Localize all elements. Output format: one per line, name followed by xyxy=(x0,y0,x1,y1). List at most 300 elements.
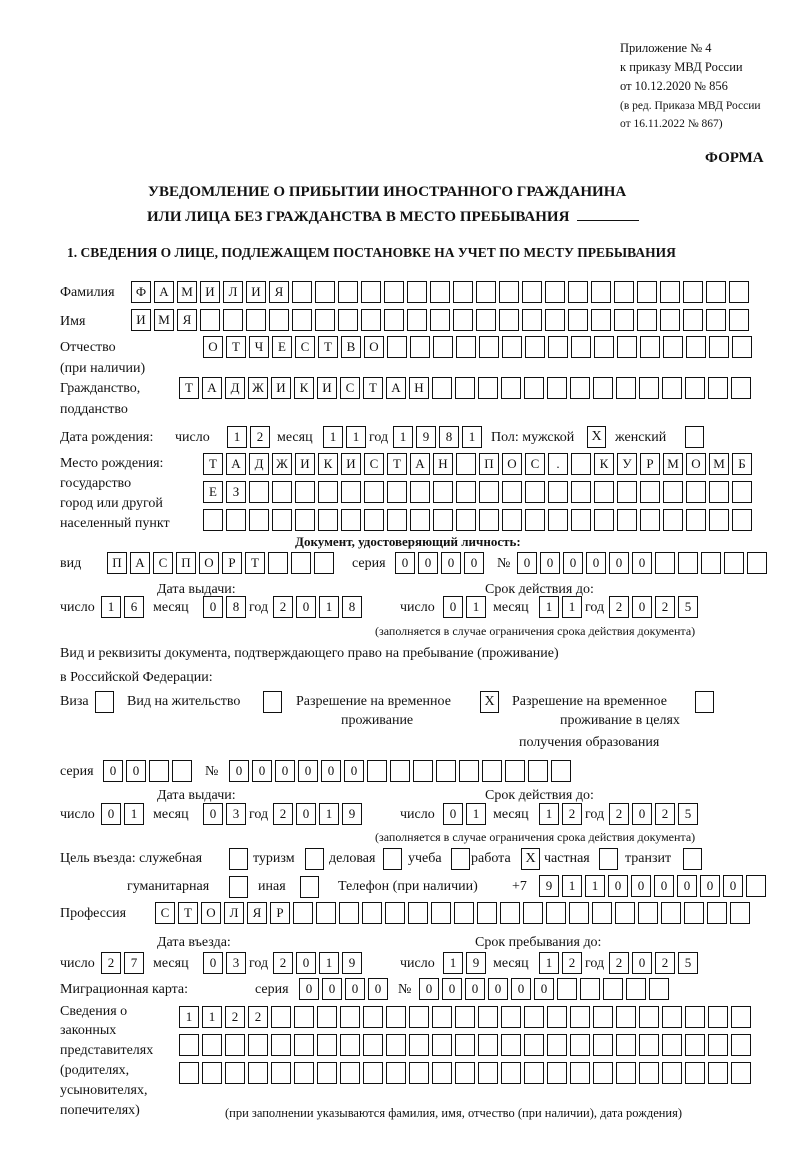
char-box[interactable] xyxy=(570,377,590,399)
char-box[interactable] xyxy=(246,309,266,331)
char-box[interactable]: А xyxy=(202,377,222,399)
char-box[interactable] xyxy=(478,1062,498,1084)
char-box[interactable]: 1 xyxy=(466,596,486,618)
char-box[interactable] xyxy=(546,902,566,924)
char-box[interactable] xyxy=(525,336,545,358)
char-box[interactable]: Т xyxy=(179,377,199,399)
char-box[interactable]: 1 xyxy=(539,952,559,974)
char-box[interactable]: Т xyxy=(226,336,246,358)
char-box[interactable] xyxy=(616,1034,636,1056)
char-box[interactable]: 1 xyxy=(319,596,339,618)
char-box[interactable]: 2 xyxy=(273,952,293,974)
char-box[interactable] xyxy=(455,1062,475,1084)
char-box[interactable] xyxy=(637,281,657,303)
char-box[interactable]: 0 xyxy=(101,803,121,825)
char-box[interactable] xyxy=(476,281,496,303)
char-box[interactable] xyxy=(317,1006,337,1028)
char-box[interactable] xyxy=(502,481,522,503)
char-box[interactable]: С xyxy=(295,336,315,358)
char-box[interactable] xyxy=(271,1062,291,1084)
char-box[interactable] xyxy=(386,1062,406,1084)
char-box[interactable]: 0 xyxy=(465,978,485,1000)
char-box[interactable]: 0 xyxy=(609,552,629,574)
char-box[interactable]: Н xyxy=(409,377,429,399)
char-box[interactable]: 1 xyxy=(443,952,463,974)
char-box[interactable] xyxy=(479,336,499,358)
char-box[interactable] xyxy=(639,1034,659,1056)
char-box[interactable] xyxy=(545,309,565,331)
char-box[interactable]: 5 xyxy=(678,803,698,825)
char-box[interactable]: И xyxy=(200,281,220,303)
char-box[interactable]: 2 xyxy=(225,1006,245,1028)
sex-male-checkbox[interactable]: X xyxy=(587,426,606,448)
char-box[interactable] xyxy=(363,1062,383,1084)
char-box[interactable] xyxy=(570,1034,590,1056)
char-box[interactable] xyxy=(499,309,519,331)
char-box[interactable]: З xyxy=(226,481,246,503)
char-box[interactable]: Я xyxy=(269,281,289,303)
char-box[interactable] xyxy=(731,377,751,399)
char-box[interactable] xyxy=(686,336,706,358)
char-box[interactable] xyxy=(637,309,657,331)
char-box[interactable] xyxy=(410,509,430,531)
char-box[interactable] xyxy=(662,1034,682,1056)
char-box[interactable]: 8 xyxy=(226,596,246,618)
char-box[interactable] xyxy=(364,509,384,531)
char-box[interactable]: 0 xyxy=(203,803,223,825)
char-box[interactable] xyxy=(706,281,726,303)
char-box[interactable] xyxy=(545,281,565,303)
char-box[interactable] xyxy=(478,377,498,399)
char-box[interactable] xyxy=(479,509,499,531)
char-box[interactable] xyxy=(433,481,453,503)
char-box[interactable] xyxy=(729,309,749,331)
char-box[interactable]: О xyxy=(502,453,522,475)
char-box[interactable] xyxy=(225,1062,245,1084)
char-box[interactable] xyxy=(594,481,614,503)
char-box[interactable] xyxy=(291,552,311,574)
char-box[interactable]: О xyxy=(364,336,384,358)
char-box[interactable]: 0 xyxy=(723,875,743,897)
char-box[interactable]: 1 xyxy=(101,596,121,618)
char-box[interactable]: 9 xyxy=(342,952,362,974)
char-box[interactable] xyxy=(593,1006,613,1028)
char-box[interactable]: С xyxy=(153,552,173,574)
char-box[interactable] xyxy=(433,336,453,358)
char-box[interactable] xyxy=(548,336,568,358)
char-box[interactable] xyxy=(684,902,704,924)
char-box[interactable]: М xyxy=(709,453,729,475)
char-box[interactable]: 0 xyxy=(298,760,318,782)
char-box[interactable] xyxy=(409,1062,429,1084)
char-box[interactable] xyxy=(385,902,405,924)
purpose-humanitarian-checkbox[interactable] xyxy=(229,876,248,898)
char-box[interactable] xyxy=(708,1034,728,1056)
char-box[interactable]: 0 xyxy=(632,803,652,825)
char-box[interactable]: 0 xyxy=(203,596,223,618)
char-box[interactable]: 0 xyxy=(511,978,531,1000)
char-box[interactable]: 2 xyxy=(609,803,629,825)
char-box[interactable] xyxy=(616,377,636,399)
char-box[interactable] xyxy=(479,481,499,503)
char-box[interactable] xyxy=(571,453,591,475)
char-box[interactable]: 1 xyxy=(539,803,559,825)
char-box[interactable] xyxy=(616,1062,636,1084)
char-box[interactable] xyxy=(390,760,410,782)
char-box[interactable]: 1 xyxy=(539,596,559,618)
char-box[interactable]: 0 xyxy=(229,760,249,782)
char-box[interactable] xyxy=(571,509,591,531)
char-box[interactable] xyxy=(701,552,721,574)
char-box[interactable] xyxy=(617,336,637,358)
char-box[interactable]: 1 xyxy=(562,596,582,618)
char-box[interactable] xyxy=(432,1034,452,1056)
char-box[interactable]: Ж xyxy=(248,377,268,399)
char-box[interactable]: 0 xyxy=(296,596,316,618)
char-box[interactable]: 1 xyxy=(393,426,413,448)
char-box[interactable] xyxy=(522,309,542,331)
char-box[interactable] xyxy=(639,377,659,399)
char-box[interactable] xyxy=(570,1062,590,1084)
char-box[interactable] xyxy=(568,309,588,331)
char-box[interactable] xyxy=(502,336,522,358)
char-box[interactable] xyxy=(685,1062,705,1084)
char-box[interactable]: А xyxy=(130,552,150,574)
char-box[interactable] xyxy=(476,309,496,331)
char-box[interactable] xyxy=(724,552,744,574)
char-box[interactable]: 0 xyxy=(631,875,651,897)
char-box[interactable] xyxy=(707,902,727,924)
char-box[interactable] xyxy=(454,902,474,924)
char-box[interactable]: С xyxy=(525,453,545,475)
char-box[interactable] xyxy=(685,377,705,399)
char-box[interactable] xyxy=(410,336,430,358)
char-box[interactable] xyxy=(580,978,600,1000)
char-box[interactable] xyxy=(387,481,407,503)
char-box[interactable]: 2 xyxy=(248,1006,268,1028)
char-box[interactable] xyxy=(505,760,525,782)
char-box[interactable]: С xyxy=(340,377,360,399)
char-box[interactable] xyxy=(149,760,169,782)
char-box[interactable] xyxy=(248,1062,268,1084)
char-box[interactable] xyxy=(318,481,338,503)
char-box[interactable]: 1 xyxy=(227,426,247,448)
char-box[interactable] xyxy=(456,336,476,358)
char-box[interactable]: И xyxy=(131,309,151,331)
char-box[interactable] xyxy=(413,760,433,782)
char-box[interactable] xyxy=(269,309,289,331)
char-box[interactable] xyxy=(363,1034,383,1056)
char-box[interactable] xyxy=(547,377,567,399)
char-box[interactable]: 0 xyxy=(299,978,319,1000)
char-box[interactable]: М xyxy=(177,281,197,303)
char-box[interactable]: 1 xyxy=(585,875,605,897)
char-box[interactable]: 0 xyxy=(345,978,365,1000)
char-box[interactable] xyxy=(386,1006,406,1028)
char-box[interactable]: П xyxy=(176,552,196,574)
char-box[interactable]: Н xyxy=(433,453,453,475)
char-box[interactable]: Р xyxy=(270,902,290,924)
char-box[interactable]: 2 xyxy=(655,952,675,974)
char-box[interactable] xyxy=(570,1006,590,1028)
char-box[interactable]: 0 xyxy=(275,760,295,782)
char-box[interactable] xyxy=(525,509,545,531)
char-box[interactable] xyxy=(272,481,292,503)
char-box[interactable] xyxy=(501,1062,521,1084)
char-box[interactable] xyxy=(747,552,767,574)
char-box[interactable] xyxy=(200,309,220,331)
char-box[interactable] xyxy=(172,760,192,782)
char-box[interactable]: У xyxy=(617,453,637,475)
char-box[interactable] xyxy=(614,281,634,303)
char-box[interactable]: 0 xyxy=(464,552,484,574)
char-box[interactable] xyxy=(293,902,313,924)
char-box[interactable]: Е xyxy=(272,336,292,358)
char-box[interactable] xyxy=(686,481,706,503)
char-box[interactable]: 1 xyxy=(462,426,482,448)
char-box[interactable] xyxy=(663,509,683,531)
char-box[interactable] xyxy=(477,902,497,924)
char-box[interactable]: 0 xyxy=(321,760,341,782)
char-box[interactable] xyxy=(478,1006,498,1028)
char-box[interactable]: 1 xyxy=(466,803,486,825)
char-box[interactable]: И xyxy=(341,453,361,475)
char-box[interactable] xyxy=(315,309,335,331)
char-box[interactable] xyxy=(179,1034,199,1056)
char-box[interactable]: 0 xyxy=(534,978,554,1000)
char-box[interactable]: 0 xyxy=(540,552,560,574)
char-box[interactable]: К xyxy=(318,453,338,475)
char-box[interactable] xyxy=(638,902,658,924)
char-box[interactable]: 2 xyxy=(655,596,675,618)
char-box[interactable] xyxy=(410,481,430,503)
char-box[interactable]: 0 xyxy=(252,760,272,782)
char-box[interactable] xyxy=(683,309,703,331)
sex-female-checkbox[interactable] xyxy=(685,426,704,448)
char-box[interactable]: 0 xyxy=(418,552,438,574)
char-box[interactable] xyxy=(455,1034,475,1056)
char-box[interactable] xyxy=(678,552,698,574)
char-box[interactable] xyxy=(407,281,427,303)
purpose-other-checkbox[interactable] xyxy=(300,876,319,898)
char-box[interactable] xyxy=(706,309,726,331)
char-box[interactable] xyxy=(500,902,520,924)
char-box[interactable] xyxy=(640,481,660,503)
char-box[interactable]: О xyxy=(203,336,223,358)
char-box[interactable] xyxy=(614,309,634,331)
char-box[interactable] xyxy=(593,1034,613,1056)
char-box[interactable]: А xyxy=(226,453,246,475)
char-box[interactable]: 0 xyxy=(654,875,674,897)
char-box[interactable]: Т xyxy=(318,336,338,358)
char-box[interactable]: Т xyxy=(363,377,383,399)
char-box[interactable]: Ч xyxy=(249,336,269,358)
char-box[interactable] xyxy=(384,309,404,331)
char-box[interactable] xyxy=(626,978,646,1000)
char-box[interactable]: 0 xyxy=(632,952,652,974)
char-box[interactable]: 2 xyxy=(562,952,582,974)
char-box[interactable] xyxy=(364,481,384,503)
char-box[interactable] xyxy=(732,509,752,531)
char-box[interactable] xyxy=(203,509,223,531)
char-box[interactable]: Б xyxy=(732,453,752,475)
char-box[interactable] xyxy=(338,309,358,331)
char-box[interactable]: 2 xyxy=(609,952,629,974)
char-box[interactable] xyxy=(294,1034,314,1056)
char-box[interactable] xyxy=(547,1062,567,1084)
char-box[interactable] xyxy=(409,1034,429,1056)
char-box[interactable]: А xyxy=(410,453,430,475)
purpose-service-checkbox[interactable] xyxy=(229,848,248,870)
char-box[interactable] xyxy=(731,1006,751,1028)
char-box[interactable]: Л xyxy=(223,281,243,303)
char-box[interactable]: 1 xyxy=(202,1006,222,1028)
char-box[interactable] xyxy=(432,1006,452,1028)
char-box[interactable] xyxy=(501,377,521,399)
char-box[interactable] xyxy=(225,1034,245,1056)
char-box[interactable] xyxy=(432,377,452,399)
char-box[interactable]: 6 xyxy=(124,596,144,618)
char-box[interactable] xyxy=(731,1034,751,1056)
char-box[interactable] xyxy=(732,481,752,503)
char-box[interactable]: 8 xyxy=(439,426,459,448)
char-box[interactable]: 0 xyxy=(395,552,415,574)
char-box[interactable] xyxy=(292,281,312,303)
char-box[interactable] xyxy=(746,875,766,897)
char-box[interactable] xyxy=(408,902,428,924)
char-box[interactable] xyxy=(708,1006,728,1028)
char-box[interactable]: В xyxy=(341,336,361,358)
char-box[interactable] xyxy=(522,281,542,303)
char-box[interactable]: 1 xyxy=(319,952,339,974)
char-box[interactable] xyxy=(226,509,246,531)
char-box[interactable] xyxy=(317,1062,337,1084)
char-box[interactable] xyxy=(407,309,427,331)
char-box[interactable] xyxy=(362,902,382,924)
char-box[interactable] xyxy=(593,377,613,399)
char-box[interactable] xyxy=(591,281,611,303)
char-box[interactable]: О xyxy=(199,552,219,574)
char-box[interactable] xyxy=(640,509,660,531)
char-box[interactable] xyxy=(295,481,315,503)
char-box[interactable] xyxy=(594,336,614,358)
char-box[interactable]: 0 xyxy=(700,875,720,897)
char-box[interactable] xyxy=(547,1034,567,1056)
char-box[interactable] xyxy=(294,1006,314,1028)
char-box[interactable]: Д xyxy=(249,453,269,475)
char-box[interactable] xyxy=(367,760,387,782)
char-box[interactable]: 0 xyxy=(632,552,652,574)
char-box[interactable] xyxy=(502,509,522,531)
char-box[interactable] xyxy=(685,1006,705,1028)
char-box[interactable]: 0 xyxy=(203,952,223,974)
char-box[interactable]: 0 xyxy=(103,760,123,782)
char-box[interactable] xyxy=(361,281,381,303)
char-box[interactable] xyxy=(663,481,683,503)
char-box[interactable]: 0 xyxy=(368,978,388,1000)
char-box[interactable] xyxy=(455,1006,475,1028)
char-box[interactable] xyxy=(482,760,502,782)
char-box[interactable] xyxy=(271,1006,291,1028)
char-box[interactable] xyxy=(591,309,611,331)
char-box[interactable]: О xyxy=(201,902,221,924)
char-box[interactable] xyxy=(523,902,543,924)
char-box[interactable]: 0 xyxy=(443,596,463,618)
char-box[interactable] xyxy=(551,760,571,782)
char-box[interactable] xyxy=(339,902,359,924)
char-box[interactable]: М xyxy=(154,309,174,331)
char-box[interactable] xyxy=(615,902,635,924)
purpose-tourism-checkbox[interactable] xyxy=(305,848,324,870)
char-box[interactable] xyxy=(456,509,476,531)
char-box[interactable]: 0 xyxy=(563,552,583,574)
char-box[interactable]: 0 xyxy=(677,875,697,897)
char-box[interactable]: 1 xyxy=(319,803,339,825)
char-box[interactable]: 0 xyxy=(586,552,606,574)
char-box[interactable]: 1 xyxy=(346,426,366,448)
char-box[interactable] xyxy=(384,281,404,303)
char-box[interactable] xyxy=(547,1006,567,1028)
char-box[interactable]: 0 xyxy=(344,760,364,782)
char-box[interactable] xyxy=(430,281,450,303)
char-box[interactable]: 0 xyxy=(608,875,628,897)
char-box[interactable] xyxy=(662,377,682,399)
char-box[interactable] xyxy=(340,1006,360,1028)
char-box[interactable] xyxy=(317,1034,337,1056)
char-box[interactable] xyxy=(294,1062,314,1084)
char-box[interactable]: 5 xyxy=(678,952,698,974)
char-box[interactable]: Л xyxy=(224,902,244,924)
char-box[interactable]: 0 xyxy=(443,803,463,825)
char-box[interactable]: 9 xyxy=(342,803,362,825)
char-box[interactable] xyxy=(660,281,680,303)
char-box[interactable] xyxy=(478,1034,498,1056)
char-box[interactable]: А xyxy=(386,377,406,399)
char-box[interactable] xyxy=(662,1062,682,1084)
char-box[interactable]: 2 xyxy=(562,803,582,825)
char-box[interactable] xyxy=(179,1062,199,1084)
char-box[interactable] xyxy=(568,281,588,303)
residence-checkbox[interactable] xyxy=(263,691,282,713)
char-box[interactable]: 1 xyxy=(124,803,144,825)
char-box[interactable] xyxy=(729,281,749,303)
char-box[interactable]: С xyxy=(155,902,175,924)
char-box[interactable] xyxy=(709,481,729,503)
char-box[interactable]: 2 xyxy=(655,803,675,825)
char-box[interactable]: М xyxy=(663,453,683,475)
char-box[interactable] xyxy=(499,281,519,303)
char-box[interactable] xyxy=(501,1006,521,1028)
char-box[interactable] xyxy=(525,481,545,503)
char-box[interactable] xyxy=(315,281,335,303)
char-box[interactable]: 2 xyxy=(101,952,121,974)
char-box[interactable] xyxy=(268,552,288,574)
char-box[interactable] xyxy=(386,1034,406,1056)
char-box[interactable] xyxy=(528,760,548,782)
char-box[interactable] xyxy=(318,509,338,531)
char-box[interactable] xyxy=(431,902,451,924)
char-box[interactable]: Т xyxy=(245,552,265,574)
temp-res-checkbox[interactable]: X xyxy=(480,691,499,713)
char-box[interactable]: Т xyxy=(203,453,223,475)
char-box[interactable]: Р xyxy=(222,552,242,574)
char-box[interactable] xyxy=(272,509,292,531)
char-box[interactable]: 7 xyxy=(124,952,144,974)
char-box[interactable] xyxy=(571,481,591,503)
char-box[interactable] xyxy=(524,377,544,399)
char-box[interactable] xyxy=(709,509,729,531)
char-box[interactable] xyxy=(361,309,381,331)
